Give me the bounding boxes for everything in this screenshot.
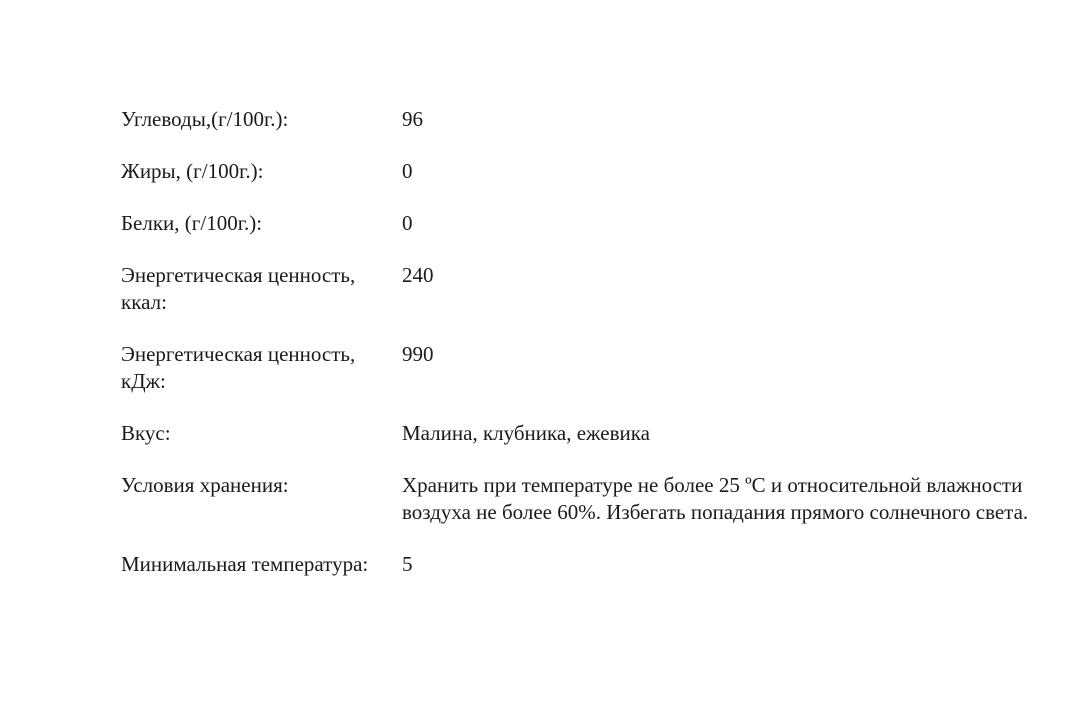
spec-label-cell [121,551,402,603]
spec-label-cell [121,472,402,551]
spec-label-cell [121,210,402,262]
spec-label: Энергетическая ценность, кДж: [121,342,356,393]
spec-value: 0 [402,159,413,183]
spec-value: 240 [402,263,434,287]
spec-label-cell [121,341,402,420]
spec-value: Хранить при температуре не более 25 ºС и относительной влажности воздуха не более 60%. Избегать попадания прямого солнечного света. [402,473,1029,524]
spec-row-energy-kcal [121,262,1042,341]
spec-label: Условия хранения: [121,473,289,497]
spec-label-cell [121,106,402,158]
spec-label: Вкус: [121,421,171,445]
spec-value: 990 [402,342,434,366]
spec-row-carbohydrates [121,106,1042,158]
spec-row-storage-conditions [121,472,1042,551]
spec-label: Жиры, (г/100г.): [121,159,264,183]
spec-label: Энергетическая ценность, ккал: [121,263,356,314]
spec-label: Белки, (г/100г.): [121,211,263,235]
spec-label: Минимальная температура: [121,552,369,576]
spec-label: Углеводы,(г/100г.): [121,107,289,131]
spec-row-min-temperature [121,551,1042,603]
spec-value: 5 [402,552,413,576]
spec-value: Малина, клубника, ежевика [402,421,650,445]
product-spec-table [121,106,1042,603]
spec-label-cell [121,262,402,341]
spec-row-proteins [121,210,1042,262]
spec-row-flavor [121,420,1042,472]
spec-row-energy-kj [121,341,1042,420]
spec-row-fats [121,158,1042,210]
spec-label-cell [121,158,402,210]
spec-value: 96 [402,107,423,131]
spec-label-cell [121,420,402,472]
spec-value: 0 [402,211,413,235]
